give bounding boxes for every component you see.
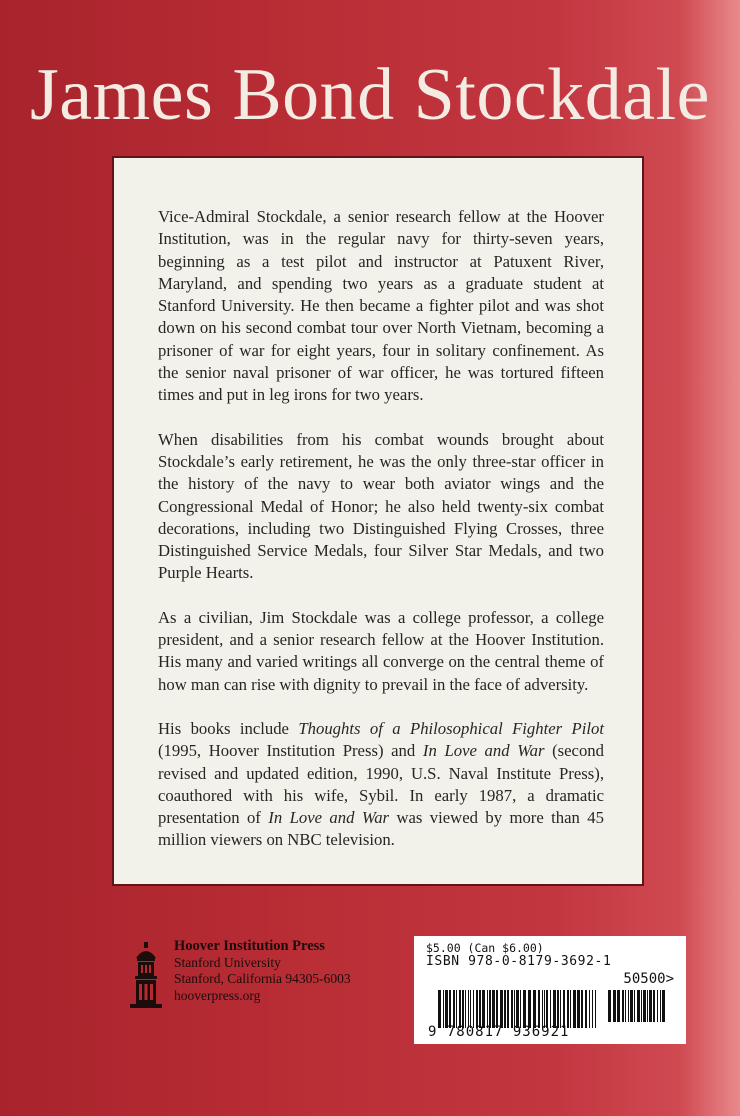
barcode-bar	[570, 990, 571, 1028]
barcode-bar	[489, 990, 491, 1028]
book-title-3: In Love and War	[268, 808, 390, 828]
barcode-digits: 9 780817 936921	[428, 1024, 570, 1040]
barcode-bar	[470, 990, 471, 1028]
barcode-bar	[438, 990, 441, 1028]
barcode-bar	[533, 990, 536, 1028]
barcode-bar	[653, 990, 655, 1022]
barcode-bar	[643, 990, 646, 1022]
barcode-bar	[476, 990, 478, 1028]
barcode-bar	[523, 990, 526, 1028]
barcode-bar	[625, 990, 626, 1022]
price-label: $5.00 (Can $6.00)	[426, 941, 544, 955]
barcode-bar	[443, 990, 444, 1028]
barcode-bar	[544, 990, 545, 1028]
barcode-bar	[628, 990, 629, 1022]
barcode-bar	[581, 990, 583, 1028]
barcode-bar	[473, 990, 474, 1028]
barcode-bar	[641, 990, 642, 1022]
barcode-bar	[595, 990, 596, 1028]
bio-panel	[112, 156, 644, 886]
barcode-bar	[563, 990, 565, 1028]
barcode-bar	[445, 990, 448, 1028]
barcode-bar	[637, 990, 640, 1022]
barcode-bar	[662, 990, 665, 1022]
barcode-bar	[516, 990, 519, 1028]
barcode-bar	[459, 990, 461, 1028]
barcode-bar	[557, 990, 559, 1028]
price-addon-code: 50500>	[623, 971, 674, 987]
books-text-2: (1995, Hoover Institution Press) and	[158, 741, 423, 761]
publisher-name: Hoover Institution Press	[174, 938, 325, 954]
hoover-tower-logo	[126, 942, 166, 1010]
barcode-bar	[649, 990, 652, 1022]
barcode-addon-bars	[608, 990, 668, 1022]
barcode-bar	[487, 990, 488, 1028]
barcode-bar	[496, 990, 498, 1028]
barcode-bar	[592, 990, 593, 1028]
barcode-bar	[622, 990, 624, 1022]
bio-paragraph-2: When disabilities from his combat wounds brought about Stockdale’s early retirement, he was the only three-star officer in the history of the navy to wear both aviator wings and the Congressional Medal of Honor; he also held twenty-six combat decorations, including two Distinguished Flying Crosses, three Distinguished Service Medals, four Silver Star Medals, and two Purple Hearts.	[158, 429, 604, 583]
barcode-bar	[573, 990, 576, 1028]
barcode-bar	[456, 990, 457, 1028]
barcode-bar	[538, 990, 540, 1028]
publisher-block	[126, 938, 351, 1018]
barcode-bar	[514, 990, 515, 1028]
barcode-bar	[507, 990, 509, 1028]
barcode-bar	[468, 990, 469, 1028]
barcode-bar	[553, 990, 556, 1028]
barcode-bar	[520, 990, 521, 1028]
barcode-bar	[504, 990, 506, 1028]
books-text-3: (second revised and updated edition, 1990, U.S. Naval Institute Press), coauthored with his wife, Sybil. In early 1987, a dramatic presentation of	[158, 741, 604, 828]
books-text-1: His books include	[158, 718, 299, 738]
author-title: James Bond Stockdale	[29, 54, 710, 136]
barcode-bar	[462, 990, 464, 1028]
barcode-bar	[589, 990, 590, 1028]
barcode-bar	[546, 990, 548, 1028]
barcode-bar	[500, 990, 503, 1028]
barcode-bar	[542, 990, 543, 1028]
isbn-label: ISBN 978-0-8179-3692-1	[426, 954, 612, 969]
book-title-2: In Love and War	[422, 741, 545, 761]
barcode-bar	[453, 990, 455, 1028]
books-text-4: was viewed by more than 45 million viewers on NBC television.	[158, 808, 604, 850]
publisher-address: Stanford, California 94305-6003	[174, 971, 351, 986]
barcode-bar	[613, 990, 616, 1022]
barcode-bar	[550, 990, 551, 1028]
barcode-bar	[608, 990, 611, 1022]
barcode-bar	[567, 990, 569, 1028]
barcode-bar	[449, 990, 451, 1028]
barcode-bar	[479, 990, 481, 1028]
barcode-bar	[465, 990, 466, 1028]
barcode-block	[414, 936, 686, 1044]
barcode-bar	[657, 990, 658, 1022]
barcode-bar	[634, 990, 635, 1022]
bio-paragraph-1: Vice-Admiral Stockdale, a senior research fellow at the Hoover Institution, was in the regular navy for thirty-seven years, beginning as a test pilot and instructor at Patuxent River, Maryland, and spending two years as a graduate student at Stanford University. He then became a fighter pilot and was shot down on his second combat tour over North Vietnam, becoming a prisoner of war for eight years, four in solitary confinement. As the senior naval prisoner of war officer, he was tortured fifteen times and put in leg irons for two years.	[158, 207, 604, 405]
book-title-1: Thoughts of a Philosophical Fighter Pilot	[298, 718, 604, 738]
barcode-bar	[585, 990, 587, 1028]
barcode-bars	[438, 990, 598, 1028]
bio-paragraph-3: As a civilian, Jim Stockdale was a college professor, a college president, and a senior research fellow at the Hoover Institution. His many and varied writings all converge on the central theme of how man can rise with dignity to prevail in the face of adversity.	[158, 607, 604, 694]
barcode-bar	[492, 990, 495, 1028]
barcode-bar	[630, 990, 633, 1022]
barcode-bar	[482, 990, 485, 1028]
barcode-bar	[528, 990, 531, 1028]
barcode-bar	[560, 990, 561, 1028]
barcode-bar	[647, 990, 648, 1022]
publisher-url: hooverpress.org	[174, 987, 261, 1003]
barcode-bar	[511, 990, 513, 1028]
barcode-bar	[660, 990, 661, 1022]
publisher-line-2: Stanford University	[174, 954, 281, 970]
barcode-bar	[617, 990, 620, 1022]
barcode-bar	[577, 990, 580, 1028]
bio-paragraph-4	[158, 718, 604, 852]
